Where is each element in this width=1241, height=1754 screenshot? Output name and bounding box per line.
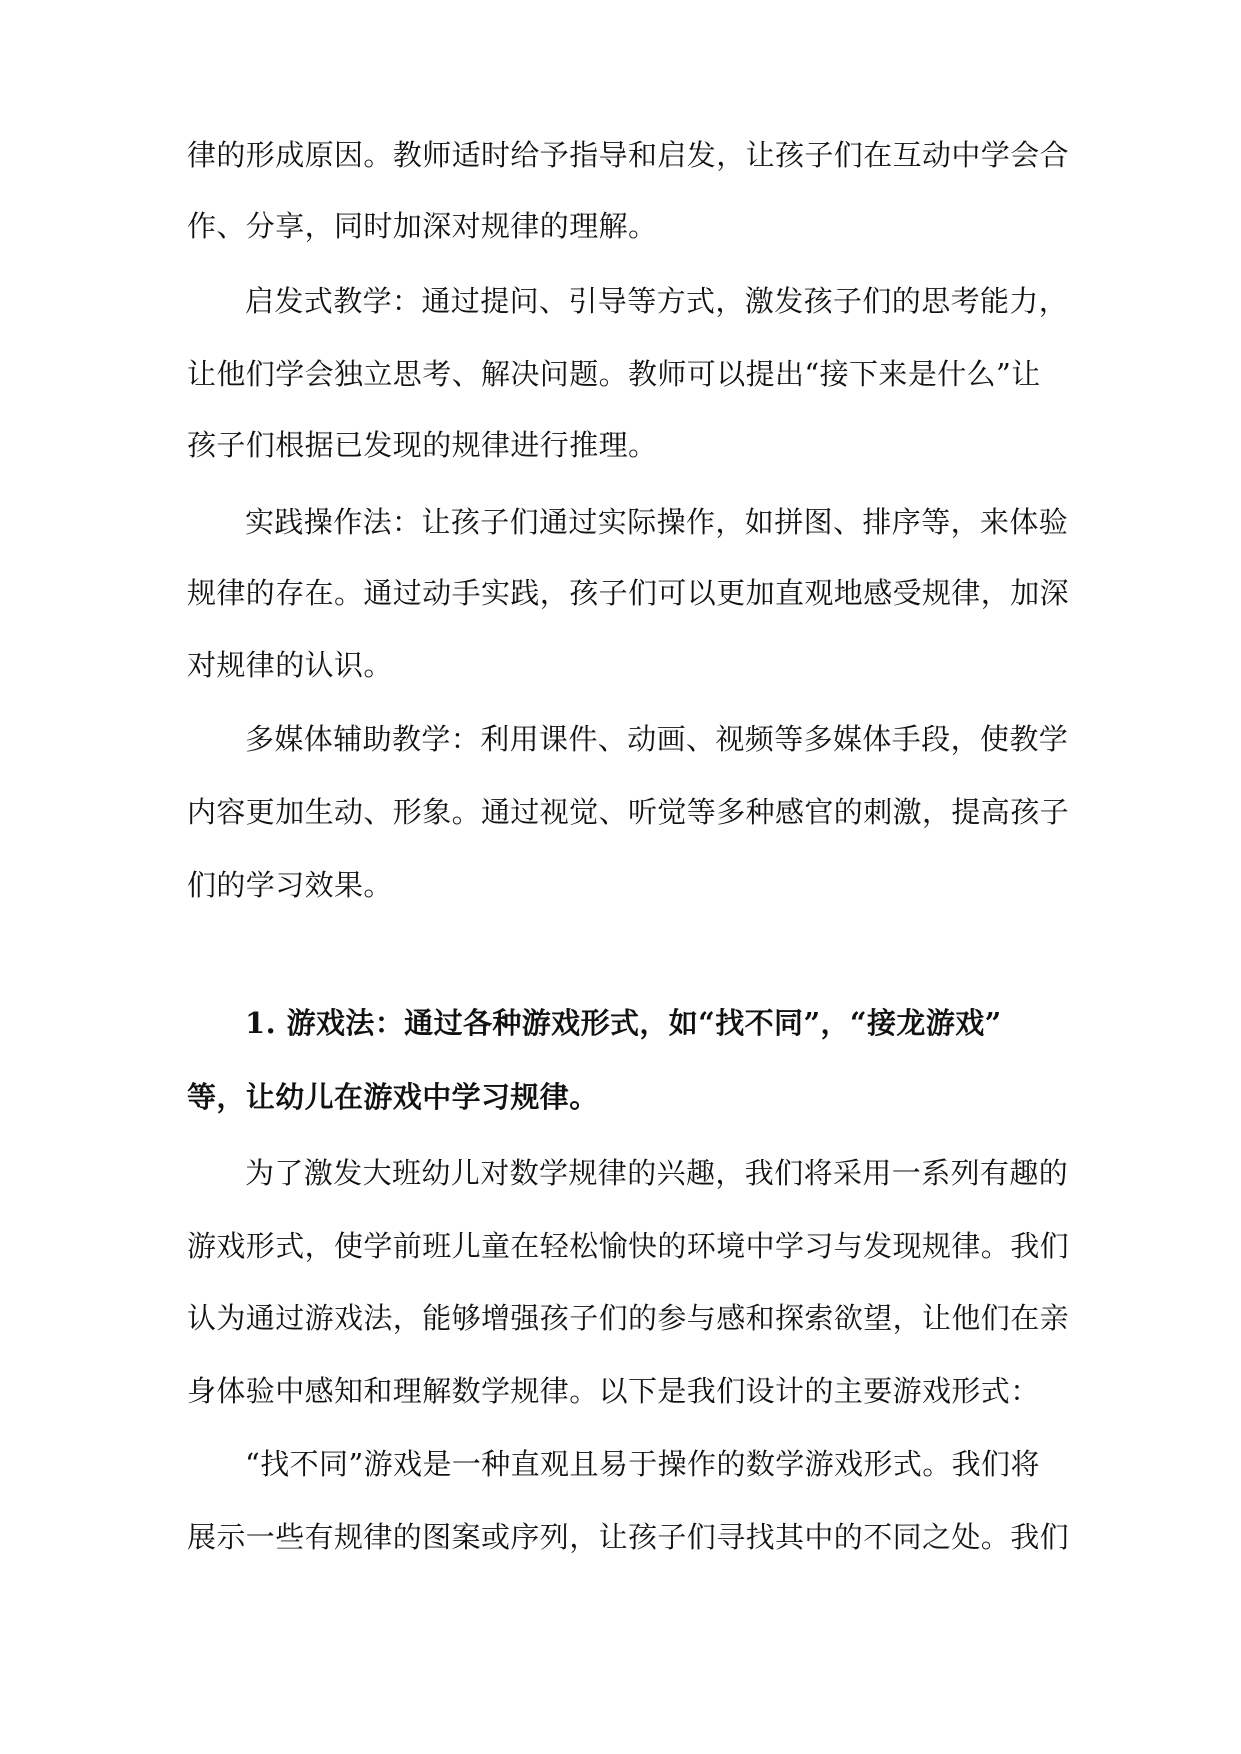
paragraph-line: 多媒体辅助教学：利用课件、动画、视频等多媒体手段，使教学 bbox=[245, 722, 1069, 756]
section-heading: 等，让幼儿在游戏中学习规律。 bbox=[187, 1080, 599, 1114]
paragraph-line: 游戏形式，使学前班儿童在轻松愉快的环境中学习与发现规律。我们 bbox=[187, 1229, 1070, 1263]
paragraph-line: 实践操作法：让孩子们通过实际操作，如拼图、排序等，来体验 bbox=[245, 505, 1069, 539]
paragraph-line: 启发式教学：通过提问、引导等方式，激发孩子们的思考能力， bbox=[245, 284, 1069, 318]
paragraph-line: 让他们学会独立思考、解决问题。教师可以提出“接下来是什么”让 bbox=[187, 357, 1041, 391]
paragraph-line: “找不同”游戏是一种直观且易于操作的数学游戏形式。我们将 bbox=[245, 1447, 1040, 1481]
paragraph-line: 作、分享，同时加深对规律的理解。 bbox=[187, 209, 658, 243]
paragraph-line: 对规律的认识。 bbox=[187, 648, 393, 682]
paragraph-line: 内容更加生动、形象。通过视觉、听觉等多种感官的刺激，提高孩子 bbox=[187, 795, 1070, 829]
paragraph-line: 孩子们根据已发现的规律进行推理。 bbox=[187, 428, 658, 462]
paragraph-line: 们的学习效果。 bbox=[187, 868, 393, 902]
paragraph-line: 身体验中感知和理解数学规律。以下是我们设计的主要游戏形式： bbox=[187, 1374, 1040, 1408]
paragraph-line: 律的形成原因。教师适时给予指导和启发，让孩子们在互动中学会合 bbox=[187, 138, 1070, 172]
paragraph-line: 认为通过游戏法，能够增强孩子们的参与感和探索欲望，让他们在亲 bbox=[187, 1301, 1070, 1335]
section-heading: 1. 游戏法：通过各种游戏形式，如“找不同”，“接龙游戏” bbox=[245, 1006, 1002, 1040]
paragraph-line: 展示一些有规律的图案或序列，让孩子们寻找其中的不同之处。我们 bbox=[187, 1520, 1070, 1554]
paragraph-line: 为了激发大班幼儿对数学规律的兴趣，我们将采用一系列有趣的 bbox=[245, 1156, 1069, 1190]
paragraph-line: 规律的存在。通过动手实践，孩子们可以更加直观地感受规律，加深 bbox=[187, 576, 1070, 610]
